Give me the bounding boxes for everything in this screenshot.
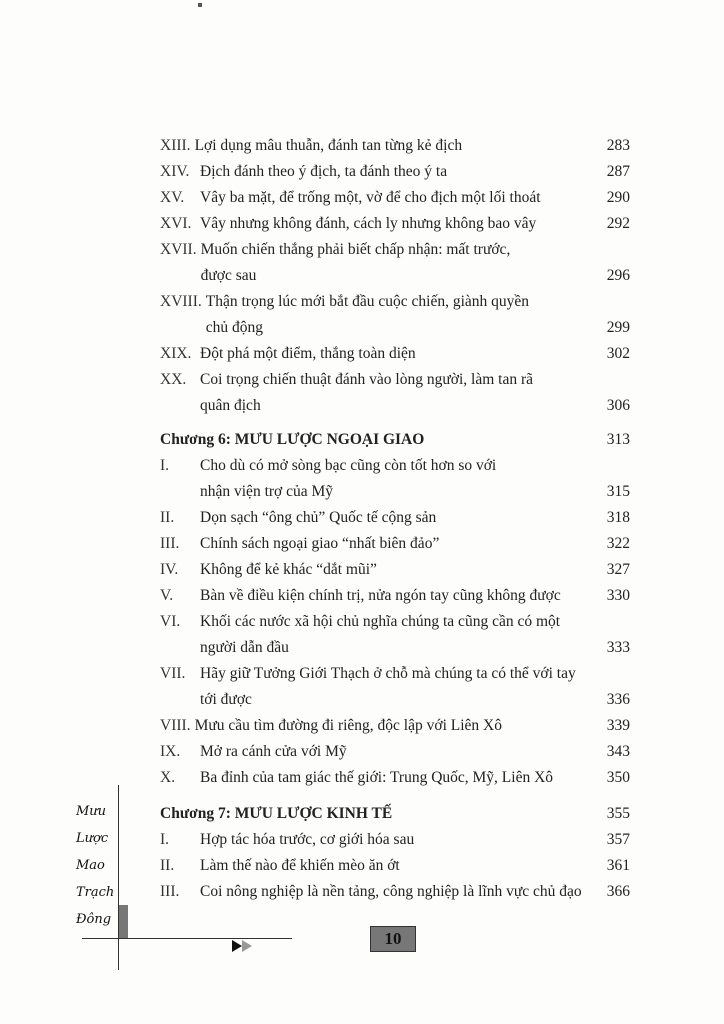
entry-line — [200, 479, 630, 505]
entry-title: Muốn chiến thắng phải biết chấp nhận: mất trước, — [200, 241, 511, 258]
entry-body — [200, 531, 630, 557]
scan-speck — [198, 3, 202, 7]
entry-page: 357 — [606, 831, 630, 848]
grey-bar-decoration — [119, 905, 128, 938]
toc-entry — [160, 739, 630, 765]
entry-title: Đột phá một điểm, thắng toàn diện — [200, 345, 416, 362]
entry-page: 330 — [606, 587, 630, 604]
side-title-word: Trạch — [76, 885, 115, 900]
page-number: 10 — [370, 926, 416, 952]
entry-title: Vây ba mặt, để trống một, vờ để cho địch một lối thoát — [200, 189, 541, 206]
entry-numeral: V. — [160, 587, 174, 604]
entry-numeral: II. — [160, 509, 175, 526]
entry-line — [200, 739, 630, 765]
toc-section-continued — [160, 133, 630, 419]
entry-numeral: XVII. — [160, 241, 197, 258]
entry-body — [195, 133, 630, 159]
toc-entry — [160, 133, 630, 159]
entry-title: Hợp tác hóa trước, cơ giới hóa sau — [200, 831, 415, 848]
side-title-word: Mưu — [76, 804, 107, 819]
entry-body — [195, 713, 630, 739]
entry-body — [200, 159, 630, 185]
entry-body — [206, 289, 630, 341]
entry-page: 296 — [606, 267, 630, 284]
toc-entry — [160, 853, 630, 879]
entry-body — [200, 557, 630, 583]
toc-entry — [160, 609, 630, 661]
entry-body — [200, 879, 630, 905]
entry-line — [206, 289, 630, 315]
chapter-6-entries — [160, 453, 630, 791]
triangle-arrow-icon — [242, 940, 252, 952]
chapter-title: Chương 6: MƯU LƯỢC NGOẠI GIAO — [160, 431, 425, 448]
entry-line — [201, 237, 630, 263]
entry-numeral: VII. — [160, 665, 186, 682]
entry-title: Không để kẻ khác “dắt mũi” — [200, 561, 377, 578]
entry-line — [200, 853, 630, 879]
entry-line — [200, 635, 630, 661]
entry-line — [200, 557, 630, 583]
entry-page: 339 — [606, 717, 630, 734]
entry-line — [200, 583, 630, 609]
entry-title: Hãy giữ Tưởng Giới Thạch ở chỗ mà chúng ta có thể với tay — [200, 665, 576, 682]
chapter-6-heading — [160, 427, 630, 453]
entry-page: 306 — [606, 397, 630, 414]
side-title-word: Đông — [76, 912, 112, 927]
entry-body — [200, 583, 630, 609]
chapter-7-heading — [160, 801, 630, 827]
entry-line — [200, 687, 630, 713]
entry-page: 343 — [606, 743, 630, 760]
entry-body — [200, 853, 630, 879]
entry-line — [200, 661, 630, 687]
entry-body — [200, 765, 630, 791]
entry-line — [201, 263, 630, 289]
entry-line — [200, 367, 630, 393]
toc-entry — [160, 289, 630, 341]
toc-entry — [160, 367, 630, 419]
toc-entry — [160, 827, 630, 853]
entry-numeral: XV. — [160, 189, 185, 206]
entry-line — [200, 765, 630, 791]
entry-title: Dọn sạch “ông chủ” Quốc tế cộng sản — [200, 509, 437, 526]
entry-line — [200, 393, 630, 419]
entry-title: được sau — [200, 267, 257, 284]
entry-title: Vây nhưng không đánh, cách ly nhưng không bao vây — [200, 215, 537, 232]
entry-line — [200, 879, 630, 905]
entry-title: Lợi dụng mâu thuẫn, đánh tan từng kẻ địch — [194, 137, 463, 154]
entry-title: chủ động — [205, 319, 264, 336]
entry-title: Địch đánh theo ý địch, ta đánh theo ý ta — [200, 163, 448, 180]
table-of-contents — [160, 133, 630, 905]
entry-body — [200, 661, 630, 713]
entry-page: 350 — [606, 769, 630, 786]
entry-page: 292 — [606, 215, 630, 232]
entry-line — [200, 211, 630, 237]
entry-page: 290 — [606, 189, 630, 206]
entry-line — [195, 133, 630, 159]
entry-line — [200, 505, 630, 531]
toc-entry — [160, 531, 630, 557]
entry-numeral: III. — [160, 883, 180, 900]
entry-numeral: XIX. — [160, 345, 192, 362]
entry-numeral: IX. — [160, 743, 181, 760]
entry-line — [200, 531, 630, 557]
entry-numeral: X. — [160, 769, 176, 786]
chapter-page: 355 — [606, 805, 630, 822]
chapter-page: 313 — [606, 431, 630, 448]
entry-numeral: XVIII. — [160, 293, 202, 310]
entry-body — [200, 367, 630, 419]
entry-numeral: VIII. — [160, 717, 191, 734]
entry-numeral: I. — [160, 457, 170, 474]
triangle-arrow-icon — [232, 940, 242, 952]
handwritten-book-title — [76, 798, 114, 933]
entry-page: 333 — [606, 639, 630, 656]
entry-page: 322 — [606, 535, 630, 552]
entry-numeral: XX. — [160, 371, 187, 388]
entry-body — [200, 211, 630, 237]
entry-body — [201, 237, 630, 289]
entry-numeral: I. — [160, 831, 170, 848]
entry-numeral: IV. — [160, 561, 179, 578]
entry-title: Khối các nước xã hội chủ nghĩa chúng ta cũng cần có một — [200, 613, 561, 630]
entry-title: Làm thế nào để khiến mèo ăn ớt — [200, 857, 400, 874]
entry-title: Chính sách ngoại giao “nhất biên đảo” — [200, 535, 440, 552]
entry-body — [200, 827, 630, 853]
entry-page: 315 — [606, 483, 630, 500]
toc-entry — [160, 661, 630, 713]
entry-body — [200, 453, 630, 505]
entry-body — [200, 185, 630, 211]
entry-body — [200, 609, 630, 661]
side-title-word: Mao — [76, 858, 105, 873]
entry-numeral: VI. — [160, 613, 181, 630]
entry-numeral: III. — [160, 535, 180, 552]
entry-title: Cho dù có mở sòng bạc cũng còn tốt hơn so với — [200, 457, 497, 474]
entry-line — [200, 185, 630, 211]
entry-title: quân địch — [200, 397, 261, 414]
entry-page: 302 — [606, 345, 630, 362]
toc-entry — [160, 765, 630, 791]
entry-page: 336 — [606, 691, 630, 708]
entry-title: Mở ra cánh cửa với Mỹ — [200, 743, 347, 760]
entry-line — [200, 159, 630, 185]
toc-entry — [160, 237, 630, 289]
vertical-rule — [118, 785, 119, 970]
entry-line — [200, 827, 630, 853]
chapter-7-entries — [160, 827, 630, 905]
entry-numeral: II. — [160, 857, 175, 874]
entry-page: 361 — [606, 857, 630, 874]
entry-title: người dẫn đầu — [200, 639, 289, 656]
entry-line — [195, 713, 630, 739]
entry-line — [200, 341, 630, 367]
toc-entry — [160, 557, 630, 583]
toc-entry — [160, 505, 630, 531]
toc-entry — [160, 185, 630, 211]
entry-page: 327 — [606, 561, 630, 578]
entry-line — [200, 453, 630, 479]
entry-page: 299 — [606, 319, 630, 336]
entry-title: Coi nông nghiệp là nền tảng, công nghiệp là lĩnh vực chủ đạo — [200, 883, 582, 900]
toc-entry — [160, 453, 630, 505]
entry-page: 287 — [606, 163, 630, 180]
entry-line — [200, 609, 630, 635]
toc-entry — [160, 211, 630, 237]
entry-numeral: XVI. — [160, 215, 192, 232]
toc-entry — [160, 713, 630, 739]
horizontal-rule — [82, 938, 292, 939]
chapter-title: Chương 7: MƯU LƯỢC KINH TẾ — [160, 805, 393, 822]
entry-title: tới được — [200, 691, 252, 708]
entry-numeral: XIII. — [160, 137, 191, 154]
entry-title: nhận viện trợ của Mỹ — [200, 483, 334, 500]
entry-numeral: XIV. — [160, 163, 190, 180]
entry-title: Thận trọng lúc mới bắt đầu cuộc chiến, giành quyền — [205, 293, 530, 310]
entry-title: Bàn về điều kiện chính trị, nửa ngón tay cũng không được — [200, 587, 561, 604]
entry-title: Ba đỉnh của tam giác thế giới: Trung Quốc, Mỹ, Liên Xô — [200, 769, 554, 786]
toc-entry — [160, 341, 630, 367]
entry-page: 318 — [606, 509, 630, 526]
entry-body — [200, 739, 630, 765]
toc-entry — [160, 159, 630, 185]
entry-title: Mưu cầu tìm đường đi riêng, độc lập với Liên Xô — [194, 717, 502, 734]
side-title-word: Lược — [76, 831, 109, 846]
entry-page: 283 — [606, 137, 630, 154]
entry-title: Coi trọng chiến thuật đánh vào lòng người, làm tan rã — [200, 371, 533, 388]
entry-page: 366 — [606, 883, 630, 900]
entry-body — [200, 341, 630, 367]
entry-line — [206, 315, 630, 341]
toc-entry — [160, 583, 630, 609]
toc-entry — [160, 879, 630, 905]
entry-body — [200, 505, 630, 531]
